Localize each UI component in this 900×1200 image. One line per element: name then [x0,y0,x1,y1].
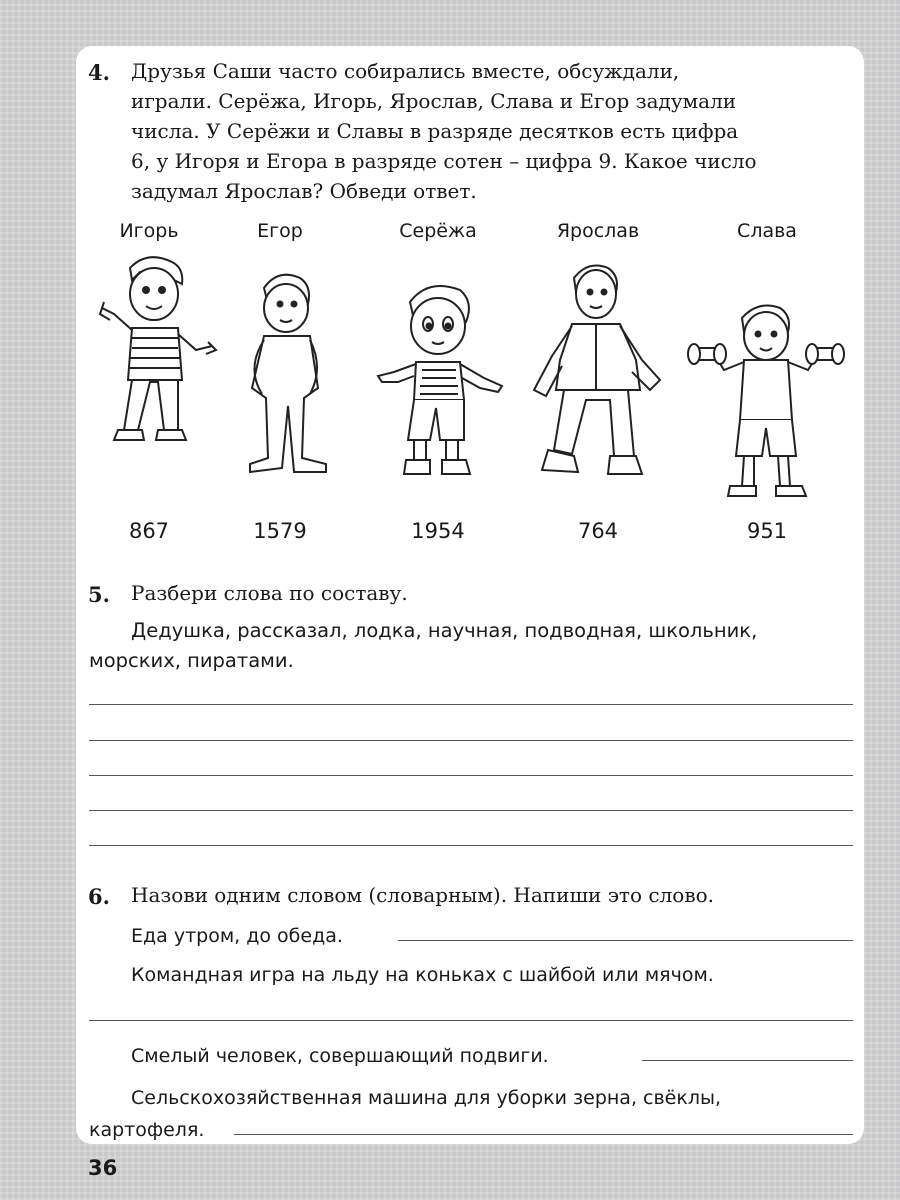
task-4-number: 4. [88,60,110,85]
task-4-text [131,56,851,206]
child-name-igor: Игорь [119,220,179,242]
task-4-line: задумал Ярослав? Обведи ответ. [131,179,477,203]
task-6-instruction: Назови одним словом (словарным). Напиши это слово. [131,883,714,907]
boy-seryozha-illustration [374,280,514,485]
child-name-yaroslav: Ярослав [556,220,640,242]
child-name-slava: Слава [737,220,797,242]
boy-igor-illustration [92,250,222,455]
task-5-words: морских, пиратами. [89,649,294,672]
answer-line[interactable] [234,1134,853,1135]
child-name-seryozha: Серёжа [399,220,477,242]
number-867[interactable]: 867 [128,519,170,543]
task-5-words: Дедушка, рассказал, лодка, научная, подводная, школьник, [131,619,758,642]
task-6-number: 6. [88,884,110,909]
task-4-line: Друзья Саши часто собирались вместе, обсуждали, [131,59,680,83]
number-764[interactable]: 764 [577,519,619,543]
answer-line[interactable] [89,1020,853,1021]
task-4-line: 6, у Игоря и Егора в разряде сотен – цифра 9. Какое число [131,149,757,173]
question-hockey: Командная игра на льду на коньках с шайбой или мячом. [131,964,714,986]
answer-line[interactable] [89,810,853,811]
task-5-instruction: Разбери слова по составу. [131,581,408,605]
answer-line[interactable] [89,704,853,705]
child-name-egor: Егор [257,220,303,242]
answer-line[interactable] [89,845,853,846]
task-4-line: играли. Серёжа, Игорь, Ярослав, Слава и Егор задумали [131,89,737,113]
page-number: 36 [88,1156,118,1180]
boy-slava-illustration [684,300,854,505]
question-breakfast: Еда утром, до обеда. [131,925,343,947]
number-951[interactable]: 951 [746,519,788,543]
number-1579[interactable]: 1579 [253,519,307,543]
question-hero: Смелый человек, совершающий подвиги. [131,1045,549,1067]
task-5-number: 5. [88,582,110,607]
question-harvester: картофеля. [89,1119,205,1141]
answer-line[interactable] [642,1060,853,1061]
number-1954[interactable]: 1954 [411,519,465,543]
boy-yaroslav-illustration [524,260,674,485]
answer-line[interactable] [398,940,853,941]
answer-line[interactable] [89,740,853,741]
boy-egor-illustration [238,268,338,483]
question-harvester: Сельскохозяйственная машина для уборки зерна, свёклы, [131,1087,722,1109]
task-4-line: числа. У Серёжи и Славы в разряде десятков есть цифра [131,119,739,143]
answer-line[interactable] [89,775,853,776]
